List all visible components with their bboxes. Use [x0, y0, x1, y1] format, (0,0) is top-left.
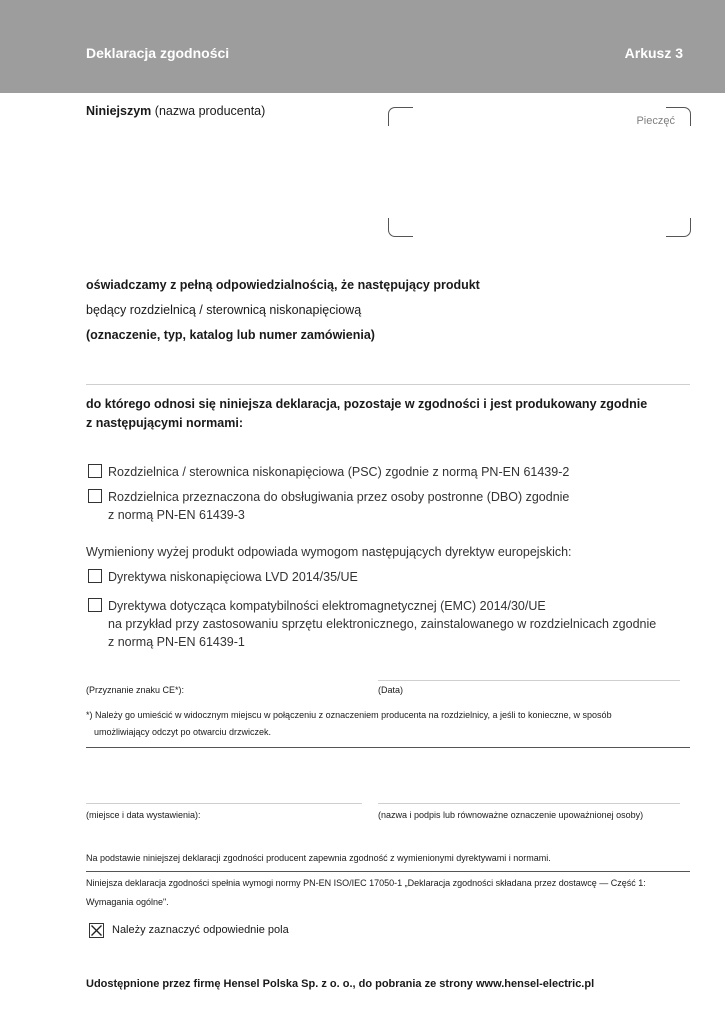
directive-emc-text-3: z normą PN-EN 61439-1: [108, 635, 245, 649]
directive-emc-text-1: Dyrektywa dotycząca kompatybilności elektromagnetycznej (EMC) 2014/30/UE: [108, 599, 546, 613]
legend-text: Należy zaznaczyć odpowiednie pola: [112, 924, 289, 936]
norm-psc-text: Rozdzielnica / sterownica niskonapięciowa (PSC) zgodnie z normą PN-EN 61439-2: [108, 465, 570, 479]
declaration-line-2: będący rozdzielnicą / sterownicą niskonapięciową: [86, 303, 362, 317]
document-title: Deklaracja zgodności: [86, 45, 230, 61]
producer-name-label: [86, 102, 265, 120]
basis-note: Na podstawie niniejszej deklaracji zgodności producent zapewnia zgodność z wymienionymi dyrektywami i normami.: [86, 853, 551, 863]
date-label: (Data): [378, 685, 404, 695]
footer-text: Udostępnione przez firmę Hensel Polska Sp. z o. o., do pobrania ze strony www.hensel-electric.pl: [86, 978, 595, 990]
producer-name-hint: (nazwa producenta): [154, 104, 266, 118]
stamp-label: Pieczęć: [636, 115, 675, 127]
product-field-line[interactable]: [86, 384, 690, 385]
conformity-line-2: z następującymi normami:: [86, 416, 243, 430]
checkmark-x-icon: [90, 924, 103, 937]
stamp-corner-bottom-right: [666, 218, 691, 237]
directive-lvd-text: Dyrektywa niskonapięciowa LVD 2014/35/UE: [108, 570, 358, 584]
directive-lvd-checkbox[interactable]: [88, 569, 102, 583]
declaration-line-3: (oznaczenie, typ, katalog lub numer zamówienia): [86, 328, 375, 342]
date-field-line[interactable]: [378, 680, 680, 681]
place-date-label: (miejsce i data wystawienia):: [86, 810, 201, 820]
norm-psc-checkbox[interactable]: [88, 464, 102, 478]
page-header: [0, 0, 725, 93]
norm-dbo-text-2: z normą PN-EN 61439-3: [108, 508, 245, 522]
norm-dbo-checkbox[interactable]: [88, 489, 102, 503]
stamp-corner-bottom-left: [388, 218, 413, 237]
directive-emc-text-2: na przykład przy zastosowaniu sprzętu elektronicznego, zainstalowanego w rozdzielnicach zgodnie: [108, 617, 657, 631]
producer-name-bold: Niniejszym: [86, 104, 152, 118]
signature-label: (nazwa i podpis lub równoważne oznaczenie upoważnionej osoby): [378, 810, 644, 820]
standard-note-line-1: Niniejsza deklaracja zgodności spełnia wymogi normy PN-EN ISO/IEC 17050-1 „Deklaracja zgodności składana przez dostawcę — Część 1:: [86, 878, 646, 888]
notes-divider: [86, 871, 690, 872]
standard-note-line-2: Wymagania ogólne".: [86, 897, 169, 907]
footnote-line-2: umożliwiający odczyt po otwarciu drzwiczek.: [94, 727, 272, 737]
conformity-line-1: do którego odnosi się niniejsza deklaracja, pozostaje w zgodności i jest produkowany zgodnie: [86, 397, 648, 411]
ce-mark-label: (Przyznanie znaku CE*):: [86, 685, 185, 695]
norm-dbo-text-1: Rozdzielnica przeznaczona do obsługiwania przez osoby postronne (DBO) zgodnie: [108, 490, 570, 504]
directives-intro: Wymieniony wyżej produkt odpowiada wymogom następujących dyrektyw europejskich:: [86, 545, 572, 559]
footnote-line-1: *) Należy go umieścić w widocznym miejscu w połączeniu z oznaczeniem producenta na rozdzielnicy, a jeśli to konieczne, w sposób: [86, 710, 612, 720]
legend-checked-checkbox: [89, 923, 104, 938]
directive-emc-checkbox[interactable]: [88, 598, 102, 612]
declaration-line-1: oświadczamy z pełną odpowiedzialnością, że następujący produkt: [86, 278, 480, 292]
stamp-corner-top-left: [388, 107, 413, 126]
place-date-field-line[interactable]: [86, 803, 362, 804]
section-divider: [86, 747, 690, 748]
sheet-number: Arkusz 3: [624, 45, 683, 61]
signature-field-line[interactable]: [378, 803, 680, 804]
